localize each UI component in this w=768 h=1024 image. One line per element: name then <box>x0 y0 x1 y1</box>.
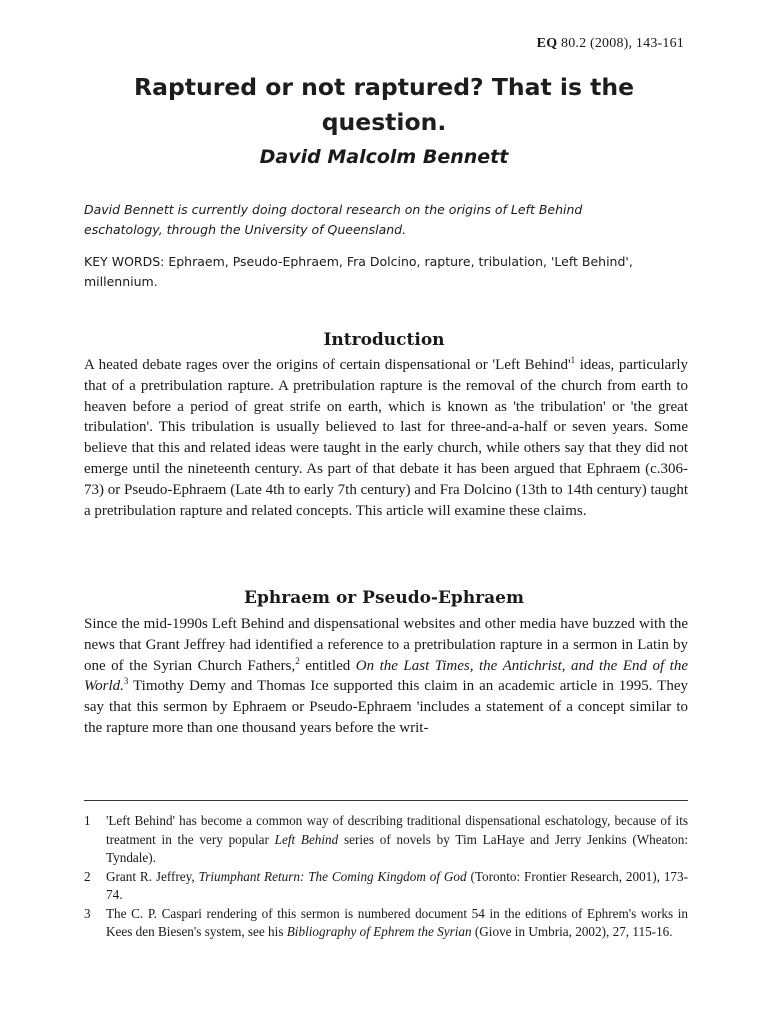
book-title: Triumphant Return: The Coming Kingdom of God <box>198 868 467 884</box>
author-bio: David Bennett is currently doing doctoral research on the origins of Left Behind eschatology, through the University of Queensland. <box>84 202 583 237</box>
text-run: A heated debate rages over the origins of certain dispensational or 'Left Behind' <box>84 357 571 373</box>
text-run: entitled <box>299 657 356 674</box>
keywords: KEY WORDS: Ephraem, Pseudo-Ephraem, Fra Dolcino, rapture, tribulation, 'Left Behind', millennium. <box>84 254 633 289</box>
text-run: ideas, particularly that of a pretribulation rapture. A pretribulation rapture is the removal of the church from earth to heaven before a period of great strife on earth, which is known as 'the tribulation' or 'the great tribulation'. This tribulation is usually believed to last for three-and-a-half or seven years. Some believe that this and related ideas were taught in the early church, while others say that they did not emerge until the nineteenth century. As part of that debate it has been argued that Ephraem (c.306-73) or Pseudo-Ephraem (Late 4th to early 7th century) and Fra Dolcino (13th to 14th century) taught a pretribulation rapture and related concepts. This article will examine these claims. <box>84 357 688 519</box>
footnote-ref-2[interactable]: 2 <box>295 655 300 666</box>
text-run: series of novels by Tim LaHaye and Jerry Jenkins (Wheaton: Tyndale). <box>106 831 688 865</box>
footnote-number: 1 <box>84 813 91 828</box>
section-heading-ephraem: Ephraem or Pseudo-Ephraem <box>244 588 524 608</box>
book-title: Left Behind <box>274 831 339 847</box>
footnote-ref-3[interactable]: 3 <box>123 676 129 687</box>
article-author: David Malcolm Bennett <box>259 146 509 168</box>
text-run: Since the mid-1990s Left Behind and dispensational websites and other media have buzzed with the news that Grant Jeffrey had identified a reference to a pretribulation rapture in a sermon in Latin by one of the Syrian Church Fathers, <box>84 616 688 674</box>
text-run: Timothy Demy and Thomas Ice supported this claim in an academic article in 1995. They say that this sermon by Ephraem or Pseudo-Ephraem 'includes a statement of a concept similar to the rapture more than one thousand years before the writ- <box>84 678 688 736</box>
journal-volume-pages: 80.2 (2008), 143-161 <box>561 36 684 51</box>
footnote-item <box>84 868 688 905</box>
footnote-number: 2 <box>84 868 91 884</box>
footnotes-list <box>84 812 688 942</box>
text-run: 'Left Behind' has become a common way of describing traditional dispensational eschatology, because of its treatment in the very popular <box>106 813 688 847</box>
text-run: The C. P. Caspari rendering of this sermon is numbered document 54 in the editions of Ephrem's works in Kees den Biesen's system, see his <box>106 905 688 939</box>
footnote-number: 3 <box>84 905 91 921</box>
footnote-item <box>84 812 688 868</box>
footnote-item <box>84 905 688 942</box>
text-run: Grant R. Jeffrey, <box>106 868 199 884</box>
text-run: (Giove in Umbria, 2002), 27, 115-16. <box>471 924 673 939</box>
sermon-title: On the Last Times, the Antichrist, and the End of the World. <box>84 657 688 695</box>
section-heading-introduction: Introduction <box>323 330 445 350</box>
footnote-divider <box>84 800 688 801</box>
article-title: Raptured or not raptured? That is the question. <box>133 73 635 136</box>
introduction-paragraph <box>84 355 688 521</box>
footnote-ref-1[interactable]: 1 <box>570 355 576 365</box>
ephraem-paragraph <box>84 614 688 739</box>
book-title: Bibliography of Ephrem the Syrian <box>286 924 472 939</box>
text-run: (Toronto: Frontier Research, 2001), 173-74. <box>106 868 689 902</box>
journal-abbrev: EQ <box>536 36 558 51</box>
journal-citation <box>537 36 684 52</box>
